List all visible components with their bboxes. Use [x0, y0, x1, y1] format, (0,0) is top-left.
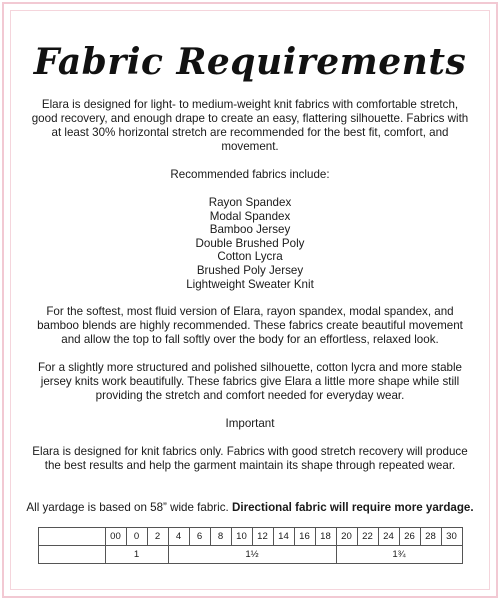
- fabric-item: Cotton Lycra: [217, 250, 283, 264]
- size-cell: 00: [105, 527, 126, 545]
- yardage-cell: 1¾: [336, 545, 462, 563]
- important-heading: Important: [225, 417, 275, 431]
- fabric-item: Modal Spandex: [209, 209, 291, 223]
- fabric-item: Lightweight Sweater Knit: [186, 277, 314, 291]
- fabric-item: Double Brushed Poly: [195, 236, 305, 250]
- yardage-note: [20, 501, 480, 515]
- fabric-item: Brushed Poly Jersey: [196, 263, 304, 277]
- size-row: [38, 527, 462, 545]
- intro-paragraph: Elara is designed for light- to medium-weight knit fabrics with comfortable stretch, good recovery, and enough drape to create an easy, flattering silhouette. Fabrics with at least 30% horizontal stretch are recommended for the best fit, comfort, and movement.: [31, 98, 469, 153]
- fabric-list: [20, 196, 480, 291]
- yardage-cell: 1: [105, 545, 168, 563]
- size-cell: 24: [378, 527, 399, 545]
- size-cell: 6: [189, 527, 210, 545]
- size-cell: 22: [357, 527, 378, 545]
- page-title: Fabric Requirements: [33, 41, 467, 83]
- size-cell: 26: [399, 527, 420, 545]
- fabric-item: Rayon Spandex: [208, 196, 292, 209]
- yardage-note-plain: All yardage is based on 58” wide fabric.: [26, 501, 229, 515]
- page-content: [20, 0, 480, 564]
- size-cell: 12: [252, 527, 273, 545]
- size-row-label-cell: [38, 527, 105, 545]
- size-cell: 18: [315, 527, 336, 545]
- softest-paragraph: For the softest, most fluid version of Elara, rayon spandex, modal spandex, and bamboo blends are highly recommended. These fabrics create beautiful movement and allow the top to fall softly over the body for an effortless, relaxed look.: [37, 305, 463, 347]
- size-cell: 0: [126, 527, 147, 545]
- size-cell: 14: [273, 527, 294, 545]
- size-cell: 10: [231, 527, 252, 545]
- knit-only-paragraph: Elara is designed for knit fabrics only. Fabrics with good stretch recovery will produce the best results and help the garment maintain its shape through repeated wear.: [32, 445, 468, 473]
- size-cell: 4: [168, 527, 189, 545]
- yardage-row-label-cell: [38, 545, 105, 563]
- yardage-table: [38, 527, 463, 564]
- size-cell: 30: [441, 527, 462, 545]
- fabric-item: Bamboo Jersey: [209, 223, 291, 237]
- yardage-row: [38, 545, 462, 563]
- recommended-heading: Recommended fabrics include:: [170, 168, 330, 181]
- structured-paragraph: For a slightly more structured and polished silhouette, cotton lycra and more stable jersey knits work beautifully. These fabrics give Elara a little more shape while still providing the stretch and comfort needed for everyday wear.: [37, 361, 463, 403]
- size-cell: 20: [336, 527, 357, 545]
- yardage-cell: 1½: [168, 545, 336, 563]
- size-cell: 8: [210, 527, 231, 545]
- yardage-note-bold: Directional fabric will require more yardage.: [231, 501, 474, 515]
- size-cell: 16: [294, 527, 315, 545]
- size-cell: 2: [147, 527, 168, 545]
- size-cell: 28: [420, 527, 441, 545]
